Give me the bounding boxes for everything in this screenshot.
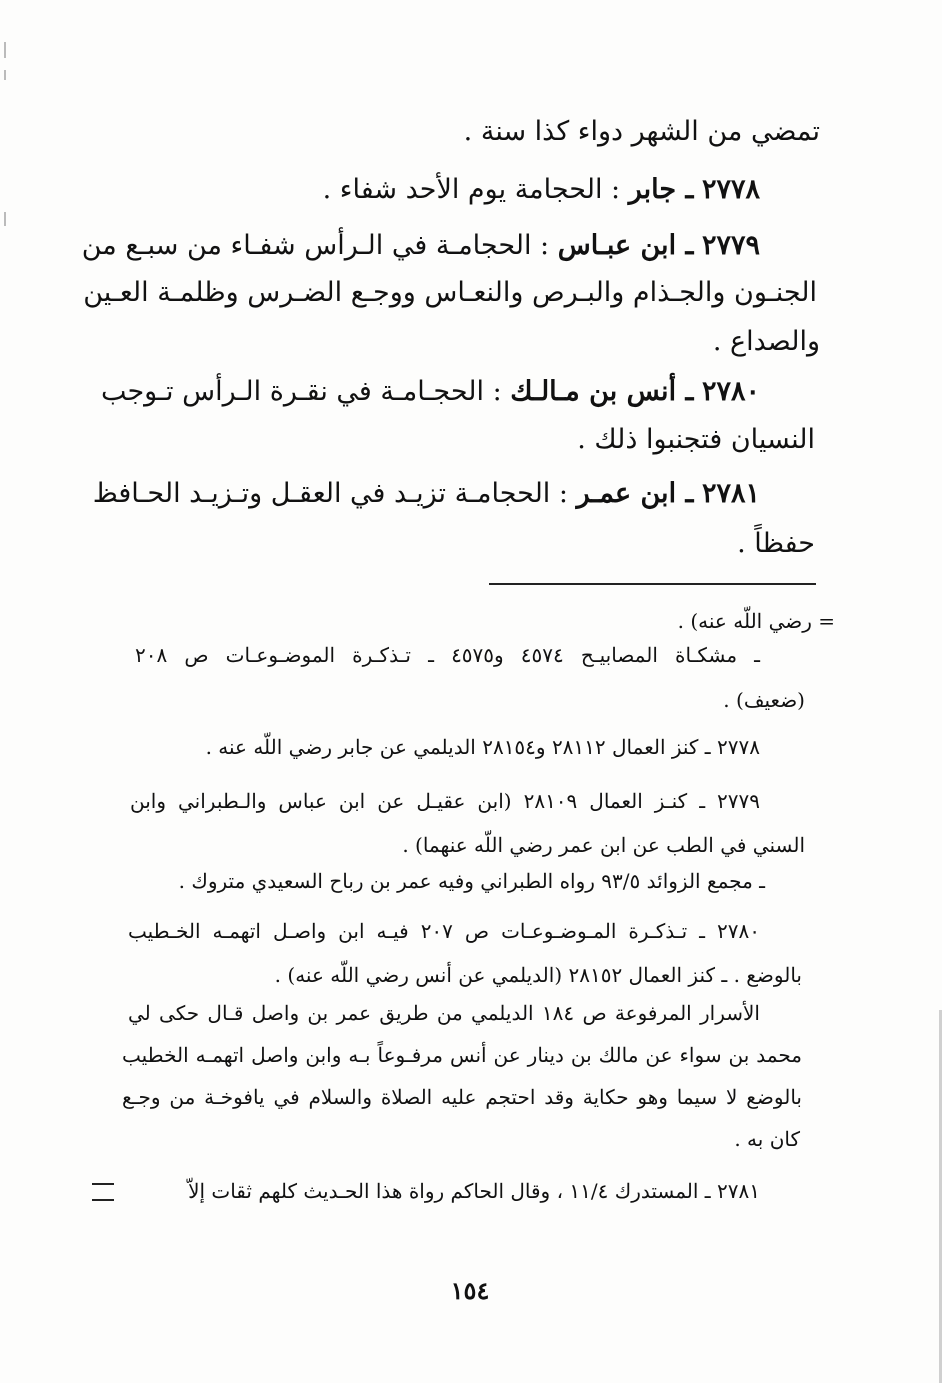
entry-number: ٢٧٨١: [701, 478, 760, 509]
page-number: ١٥٤: [450, 1276, 490, 1305]
footnote-line: ـ مجمع الزوائد ٩٣/٥ رواه الطبراني وفيه عمر بن رباح السعيدي متروك .: [178, 869, 765, 893]
footnote-line: ٢٧٧٩ ـ كنـز العمال ٢٨١٠٩ (ابن عقيـل عن ابن عباس والـطبراني وابن: [130, 789, 761, 813]
continuation-mark: [92, 1183, 114, 1201]
entry-2779-line3: والصداع .: [712, 326, 820, 357]
narrator-name: أنس بن مـالـك: [510, 376, 677, 407]
main-line-continuation: تمضي من الشهر دواء كذا سنة .: [463, 116, 820, 147]
entry-number: ٢٧٧٩: [701, 230, 760, 261]
entry-number: ٢٧٨٠: [701, 376, 760, 407]
entry-text: : الحجامـة تزيـد في العقـل وتـزيـد الحـافظ: [92, 478, 568, 509]
scan-edge-mark: [4, 70, 6, 80]
entry-2781: ٢٧٨١ ـ ابن عمـر : الحجامـة تزيـد في العقـل وتـزيـد الحـافظ: [92, 478, 760, 509]
narrator-name: ابن عبـاس: [557, 230, 677, 261]
entry-2779-line2: الجنـون والجـذام والبـرص والنعـاس ووجـع الضـرس وظلمـة العـين: [83, 277, 817, 308]
entry-2781-line2: حفظاً .: [737, 528, 815, 559]
footnote-line: بالوضع . ـ كنز العمال ٢٨١٥٢ (الديلمي عن أنس رضي اللّه عنه) .: [274, 963, 802, 987]
footnote-line: السني في الطب عن ابن عمر رضي اللّه عنهما) .: [402, 833, 805, 857]
footnote-line: ٢٧٨٠ ـ تـذكـرة المـوضـوعـات ص ٢٠٧ فيـه ابن واصـل اتهمـه الخـطيب: [128, 919, 760, 943]
footnote-line: كان به .: [734, 1127, 800, 1151]
footnote-line: (ضعيف) .: [723, 688, 805, 712]
entry-2778: ٢٧٧٨ ـ جابر : الحجامة يوم الأحد شفاء .: [322, 174, 760, 205]
entry-text: : الحجامة يوم الأحد شفاء .: [322, 174, 621, 205]
narrator-name: ابن عمـر: [576, 478, 677, 509]
footnote-line: ـ مشكـاة المصابيـح ٤٥٧٤ و٤٥٧٥ ـ تـذكـرة الموضـوعـات ص ٢٠٨: [135, 643, 760, 667]
entry-2779: ٢٧٧٩ ـ ابن عبـاس : الحجامـة في الـرأس شفـاء من سبـع من: [81, 230, 760, 261]
entry-2780-line2: النسيان فتجنبوا ذلك .: [577, 424, 815, 455]
footnote-line: ٢٧٧٨ ـ كنز العمال ٢٨١١٢ و٢٨١٥٤ الديلمي عن جابر رضي اللّه عنه .: [205, 735, 760, 759]
footnote-line: محمد بن سواء عن مالك بن دينار عن أنس مرفـوعاً بـه وابن واصل اتهمـه الخطيب: [122, 1043, 802, 1067]
narrator-name: جابر: [628, 174, 677, 205]
footnote-line: بالوضع لا سيما وهو حكاية وقد احتجم عليه الصلاة والسلام في يافوخـة من وجـع: [122, 1085, 802, 1109]
footnote-separator: [489, 583, 816, 585]
footnote-line: = رضي اللّه عنه) .: [677, 609, 835, 633]
entry-text: : الحجامـة في الـرأس شفـاء من سبـع من: [81, 230, 550, 261]
entry-number: ٢٧٧٨: [701, 174, 760, 205]
footnote-line: الأسرار المرفوعة ص ١٨٤ الديلمي من طريق عمر بن واصل قـال حكى لي: [128, 1001, 760, 1025]
entry-text: : الحجـامـة في نقـرة الـرأس تـوجب: [100, 376, 502, 407]
footnote-line: ٢٧٨١ ـ المستدرك ١١/٤ ، وقال الحاكم رواة هذا الحـديث كلهم ثقات إلاّ: [188, 1179, 760, 1203]
entry-2780: ٢٧٨٠ ـ أنس بن مـالـك : الحجـامـة في نقـرة الـرأس تـوجب: [100, 376, 760, 407]
scan-edge-mark: [4, 42, 6, 58]
scan-edge-mark: [4, 212, 6, 226]
